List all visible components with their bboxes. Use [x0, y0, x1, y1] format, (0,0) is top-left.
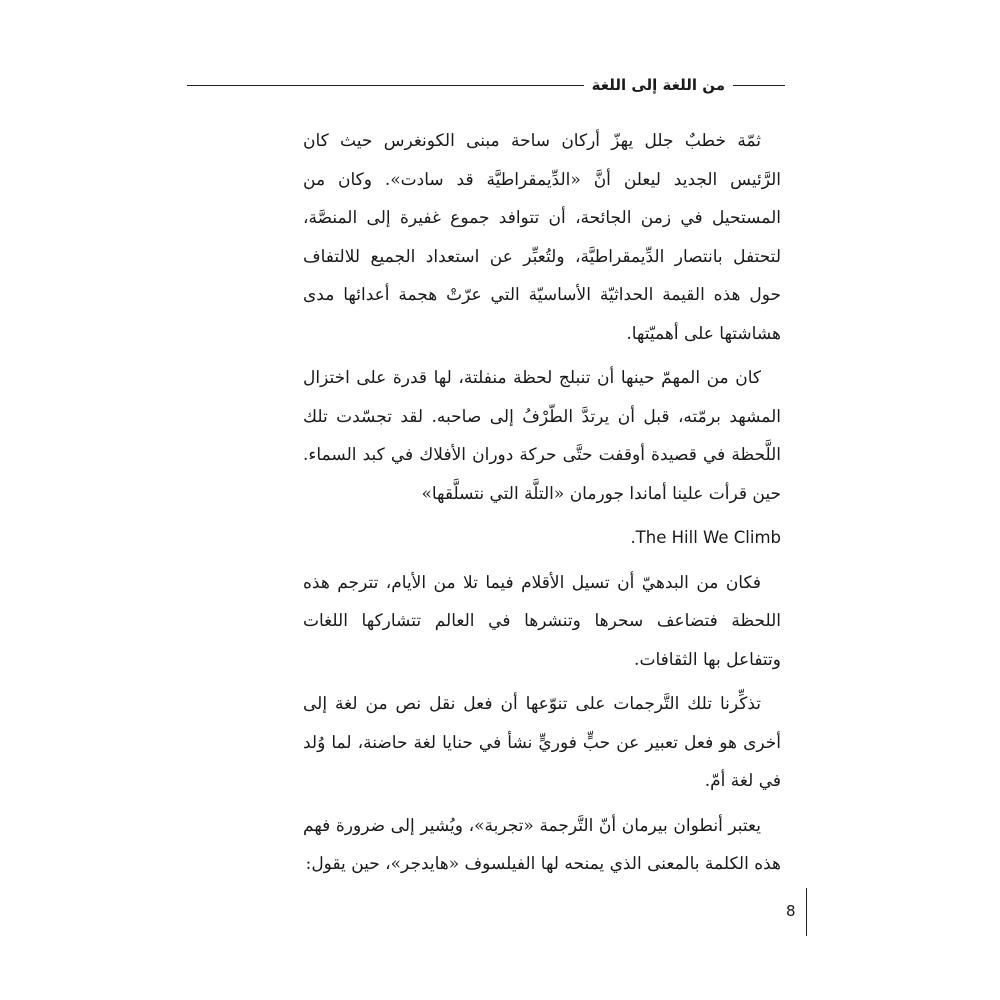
paragraph-berman-experience: يعتبر أنطوان بيرمان أنّ التَّرجمة «تجربة»، ويُشير إلى ضرورة فهم هذه الكلمة بالمعنى الذي يمنحه لها الفيلسوف «هايدجر»، حين يقول:: [303, 815, 781, 874]
paragraph-translations-flow: فكان من البدهيّ أن تسيل الأقلام فيما تلا من الأيام، تترجم هذه اللحظة فتضاعف سحرها وتنشرها في العالم تتشاركها اللغات وتتفاعل بها الثقافات.: [303, 572, 781, 670]
page-number: 8: [786, 902, 796, 920]
header-rule-right: [733, 85, 785, 86]
running-header: [187, 72, 785, 98]
paragraph-congress-speech: ثمّة خطبٌ جلل يهزّ أركان ساحة مبنى الكونغرس حيث كان الرَّئيس الجديد ليعلن أنَّ «الدِّيمقراطيَّة قد سادت». وكان من المستحيل في زمن الجائحة، أن تتوافد جموع غفيرة إلى المنصَّة، لتحتفل بانتصار الدِّيمقراطيَّة، ولتُعبِّر عن استعداد الجميع للالتفاف حول هذه القيمة الحداثيّة الأساسيّة التي عرّتْ هجمة أعدائها مدى هشاشتها على أهميّتها.: [303, 131, 781, 344]
page-number-rule: [806, 888, 807, 936]
paragraph-poem-title-english: .The Hill We Climb: [630, 528, 781, 547]
header-rule-left: [187, 85, 584, 86]
page-body: [303, 122, 781, 890]
paragraph-poem-moment: كان من المهمّ حينها أن تنبلج لحظة منفلتة، لها قدرة على اختزال المشهد برمّته، قبل أن يرتدَّ الطّرْفُ إلى صاحبه. لقد تجسّدت تلك اللَّحظة في قصيدة أوقفت حتَّى حركة دوران الأفلاك في كبد السماء. حين قرأت علينا أماندا جورمان «التلَّة التي نتسلَّقها»: [303, 368, 781, 504]
paragraph-translation-love: تذكِّرنا تلك التَّرجمات على تنوّعها أن فعل نقل نص من لغة إلى أخرى هو فعل تعبير عن حبٍّ فوريٍّ نشأ في حنايا لغة حاضنة، لما وُلد في لغة أمّ.: [303, 694, 781, 791]
running-header-title: من اللغة إلى اللغة: [591, 76, 725, 94]
